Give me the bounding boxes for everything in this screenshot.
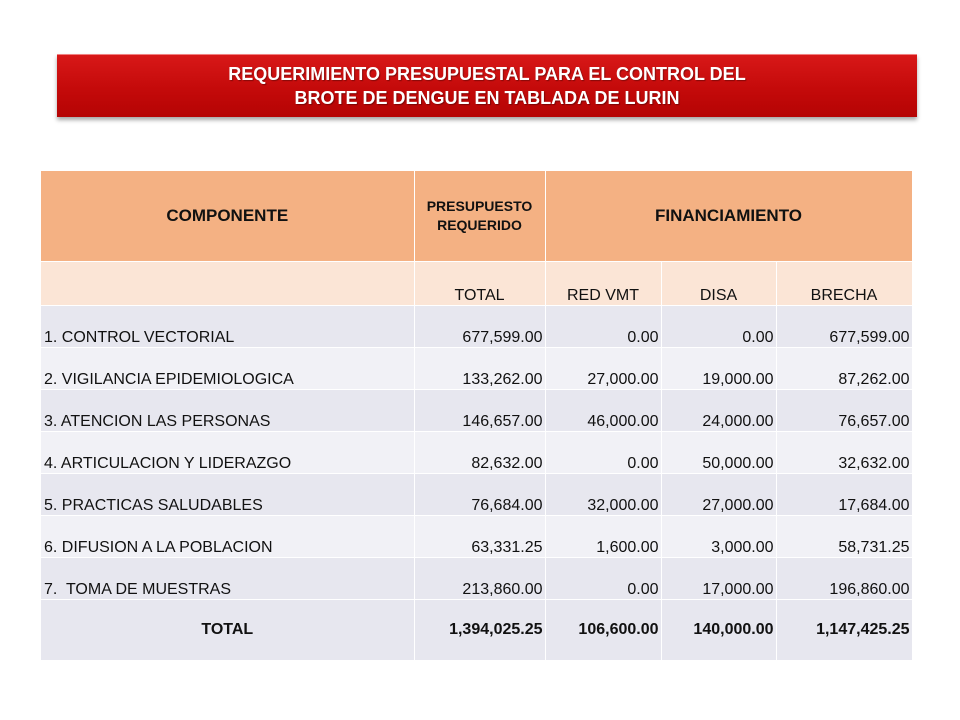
- row-total: 677,599.00: [414, 305, 545, 347]
- row-red-vmt: 1,600.00: [545, 515, 661, 557]
- header-row: [41, 171, 912, 261]
- row-red-vmt: 0.00: [545, 305, 661, 347]
- header-componente: COMPONENTE: [41, 171, 414, 261]
- total-brecha: 1,147,425.25: [776, 599, 912, 660]
- row-red-vmt: 46,000.00: [545, 389, 661, 431]
- row-disa: 24,000.00: [661, 389, 776, 431]
- subheader-brecha: BRECHA: [776, 261, 912, 305]
- row-componente: 4. ARTICULACION Y LIDERAZGO: [41, 431, 414, 473]
- total-label: TOTAL: [41, 599, 414, 660]
- table-row: [41, 347, 912, 389]
- total-disa: 140,000.00: [661, 599, 776, 660]
- row-brecha: 76,657.00: [776, 389, 912, 431]
- table-row: [41, 515, 912, 557]
- subheader-disa: DISA: [661, 261, 776, 305]
- row-brecha: 32,632.00: [776, 431, 912, 473]
- total-red-vmt: 106,600.00: [545, 599, 661, 660]
- row-disa: 17,000.00: [661, 557, 776, 599]
- row-componente: 1. CONTROL VECTORIAL: [41, 305, 414, 347]
- title-line-1: REQUERIMIENTO PRESUPUESTAL PARA EL CONTROL DEL: [228, 64, 746, 84]
- subheader-total: TOTAL: [414, 261, 545, 305]
- header-presupuesto: [414, 171, 545, 261]
- row-brecha: 17,684.00: [776, 473, 912, 515]
- row-red-vmt: 27,000.00: [545, 347, 661, 389]
- row-componente: 2. VIGILANCIA EPIDEMIOLOGICA: [41, 347, 414, 389]
- row-brecha: 196,860.00: [776, 557, 912, 599]
- row-disa: 0.00: [661, 305, 776, 347]
- row-red-vmt: 0.00: [545, 431, 661, 473]
- row-brecha: 677,599.00: [776, 305, 912, 347]
- row-componente: 3. ATENCION LAS PERSONAS: [41, 389, 414, 431]
- row-red-vmt: 32,000.00: [545, 473, 661, 515]
- total-row: [41, 599, 912, 660]
- row-disa: 19,000.00: [661, 347, 776, 389]
- table-row: [41, 305, 912, 347]
- row-total: 76,684.00: [414, 473, 545, 515]
- row-brecha: 58,731.25: [776, 515, 912, 557]
- row-disa: 3,000.00: [661, 515, 776, 557]
- table-row: [41, 431, 912, 473]
- table-row: [41, 557, 912, 599]
- subheader-empty: [41, 261, 414, 305]
- table-row: [41, 389, 912, 431]
- table-row: [41, 473, 912, 515]
- row-componente: 7. TOMA DE MUESTRAS: [41, 557, 414, 599]
- row-total: 63,331.25: [414, 515, 545, 557]
- header-financiamiento: FINANCIAMIENTO: [545, 171, 912, 261]
- row-red-vmt: 0.00: [545, 557, 661, 599]
- title-line-2: BROTE DE DENGUE EN TABLADA DE LURIN: [294, 88, 680, 108]
- subheader-red-vmt: RED VMT: [545, 261, 661, 305]
- header-presupuesto-line-2: REQUERIDO: [437, 216, 522, 233]
- row-total: 82,632.00: [414, 431, 545, 473]
- header-presupuesto-line-1: PRESUPUESTO: [426, 197, 533, 214]
- row-total: 146,657.00: [414, 389, 545, 431]
- row-disa: 50,000.00: [661, 431, 776, 473]
- title-banner: [57, 54, 917, 117]
- row-brecha: 87,262.00: [776, 347, 912, 389]
- subheader-row: [41, 261, 912, 305]
- total-presupuesto: 1,394,025.25: [414, 599, 545, 660]
- budget-table: [41, 171, 913, 661]
- row-componente: 5. PRACTICAS SALUDABLES: [41, 473, 414, 515]
- row-total: 133,262.00: [414, 347, 545, 389]
- row-componente: 6. DIFUSION A LA POBLACION: [41, 515, 414, 557]
- row-disa: 27,000.00: [661, 473, 776, 515]
- row-total: 213,860.00: [414, 557, 545, 599]
